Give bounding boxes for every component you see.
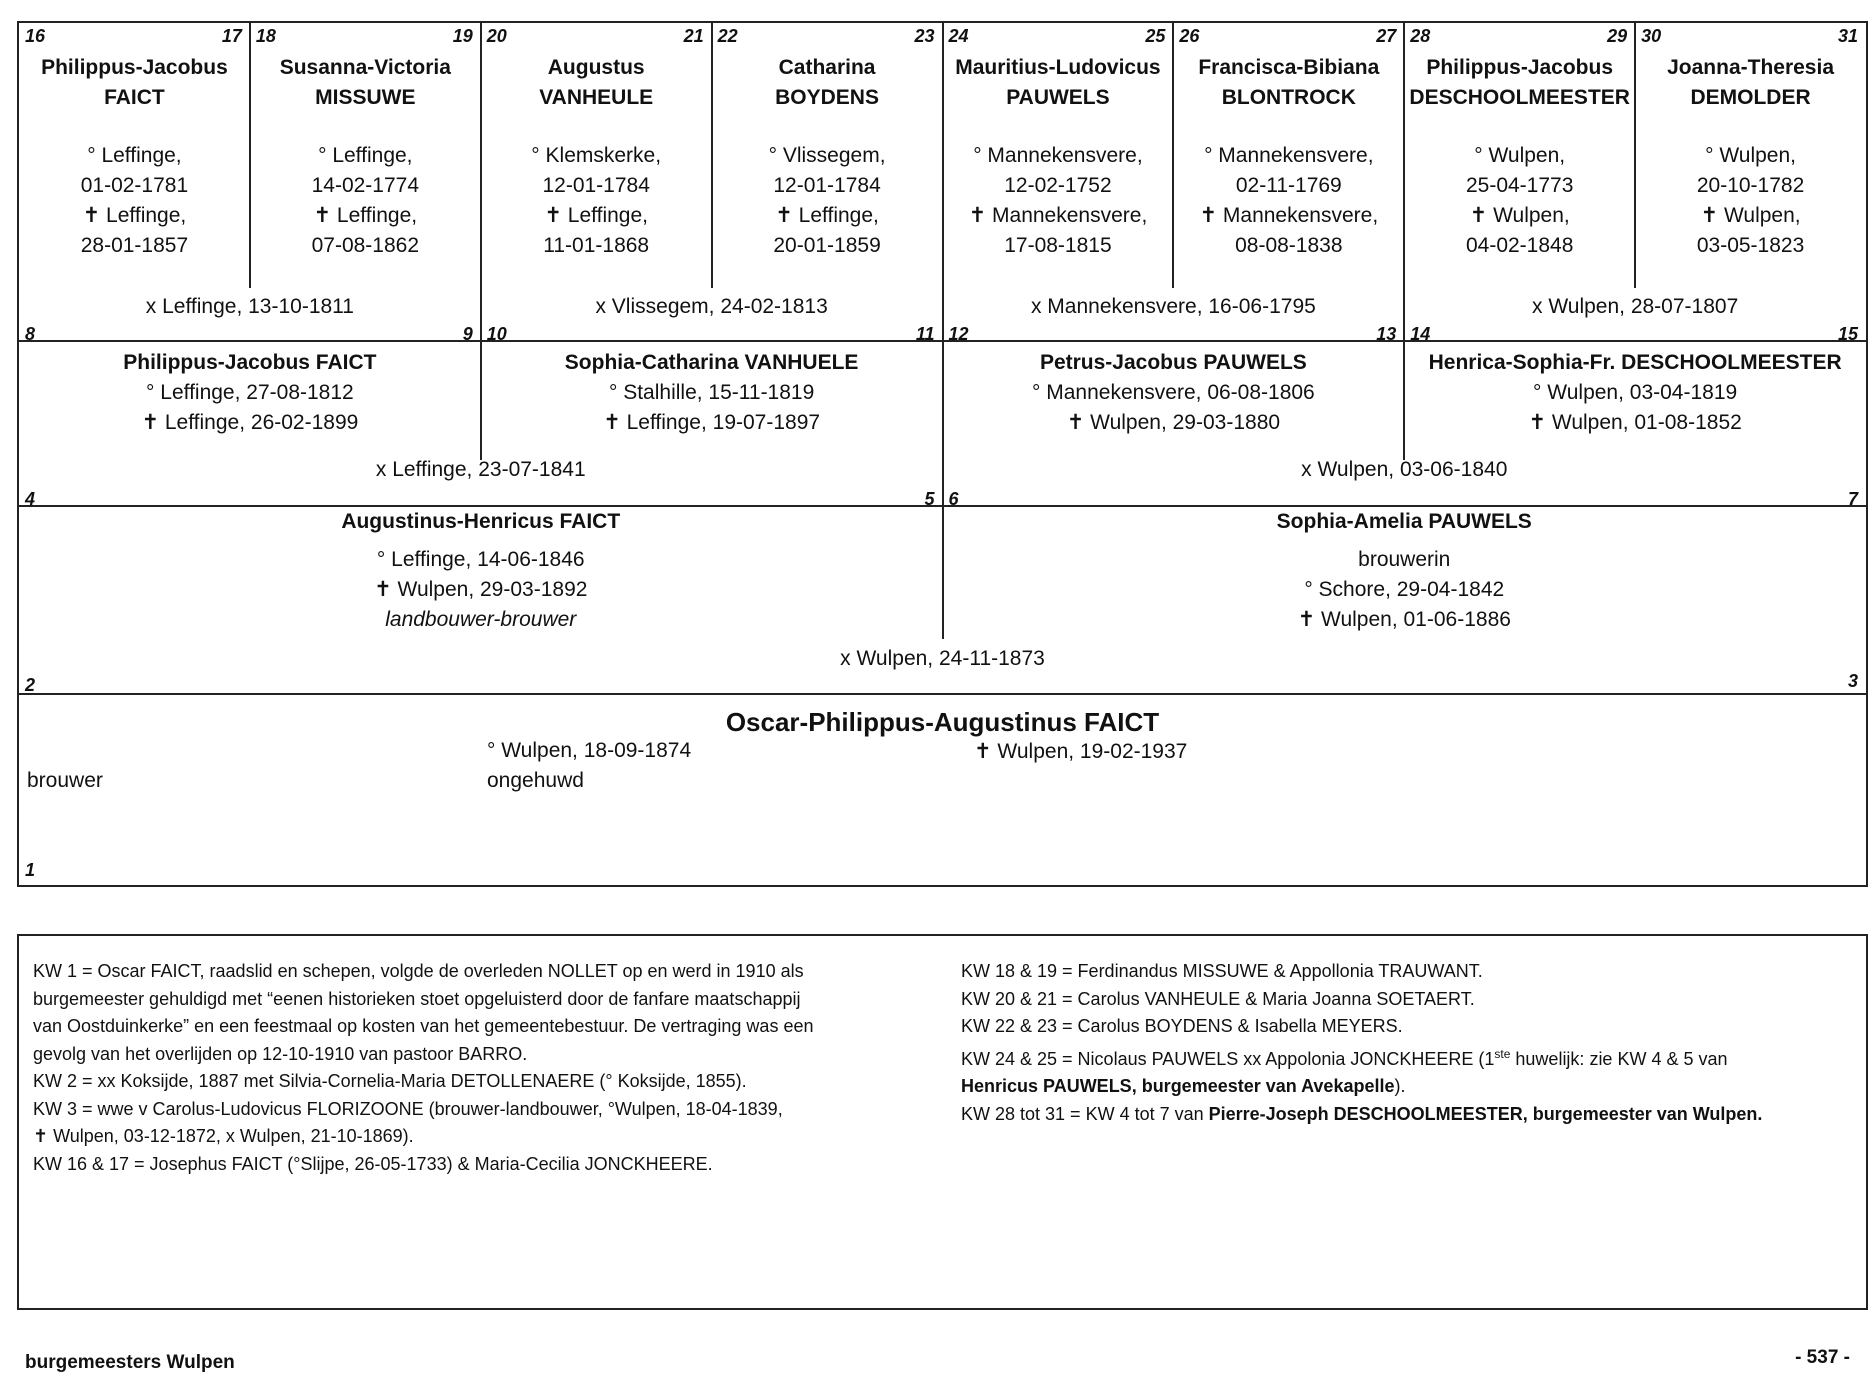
generation-3 <box>19 489 1866 695</box>
date-line: 20-10-1782 <box>1696 174 1805 197</box>
kw-number: 25 <box>1145 26 1166 46</box>
kw-number: 5 <box>924 489 935 509</box>
birth-line: ° Stalhille, 15-11-1819 <box>608 381 815 404</box>
marriage-line: x Wulpen, 24-11-1873 <box>840 647 1045 670</box>
date-line: ° Wulpen, <box>1705 144 1796 167</box>
kw-number: 1 <box>25 860 36 880</box>
note-line: gevolg van het overlijden op 12-10-1910 van pastoor BARRO. <box>33 1043 528 1064</box>
subject-name: Oscar-Philippus-Augustinus FAICT <box>725 707 1160 737</box>
kw-number: 9 <box>462 324 473 344</box>
ancestor-first-name: Mauritius-Ludovicus <box>955 56 1161 79</box>
subject-status: ongehuwd <box>487 769 584 792</box>
date-line: ✝ Leffinge, <box>544 204 648 227</box>
ancestor-surname: PAUWELS <box>1006 86 1110 109</box>
detail-line: brouwerin <box>1358 548 1451 571</box>
ancestor-surname: BLONTROCK <box>1221 86 1356 109</box>
kw-number: 11 <box>915 324 935 344</box>
subject-death: ✝ Wulpen, 19-02-1937 <box>974 740 1188 763</box>
kw-number: 17 <box>221 26 242 46</box>
ancestor-cell <box>943 23 1174 340</box>
kw-number: 22 <box>717 26 738 46</box>
date-line: 02-11-1769 <box>1235 174 1342 197</box>
death-line: ✝ Leffinge, 26-02-1899 <box>141 411 359 434</box>
note-line: KW 24 & 25 = Nicolaus PAUWELS xx Appolonia JONCKHEERE (1ste huwelijk: zie KW 4 & 5 van <box>961 1046 1728 1069</box>
ancestor-first-name: Joanna-Theresia <box>1667 56 1835 79</box>
ancestor-dates <box>1635 141 1866 261</box>
generation-1 <box>19 695 1866 885</box>
birth-line: ° Wulpen, 03-04-1819 <box>1533 381 1738 404</box>
ancestor-first-name: Catharina <box>778 56 876 79</box>
ancestor-dates <box>250 141 481 261</box>
date-line: 12-02-1752 <box>1004 174 1112 197</box>
kw-number: 24 <box>948 26 969 46</box>
date-line: ✝ Leffinge, <box>313 204 418 227</box>
ancestor-cell <box>712 23 943 340</box>
ancestor-first-name: Francisca-Bibiana <box>1198 56 1380 79</box>
ancestor-details <box>943 545 1867 635</box>
date-line: ✝ Mannekensvere, <box>968 204 1148 227</box>
kw-number: 14 <box>1410 324 1431 344</box>
note-line: burgemeester gehuldigd met “eenen historieken stoet opgeluisterd door de fanfare maatschappij <box>33 988 801 1009</box>
marriage-line: x Vlissegem, 24-02-1813 <box>595 295 828 318</box>
detail-line: ✝ Wulpen, 01-06-1886 <box>1297 608 1511 631</box>
page-number: - 537 - <box>1795 1347 1850 1368</box>
note-line: KW 22 & 23 = Carolus BOYDENS & Isabella MEYERS. <box>961 1016 1403 1036</box>
detail-line: ✝ Wulpen, 29-03-1892 <box>374 578 588 601</box>
ancestor-cell <box>481 23 712 340</box>
date-line: 07-08-1862 <box>311 234 420 257</box>
kw-number: 18 <box>255 26 276 46</box>
note-line: KW 28 tot 31 = KW 4 tot 7 van Pierre-Joseph DESCHOOLMEESTER, burgemeester van Wulpen. <box>961 1103 1763 1124</box>
ancestor-surname: MISSUWE <box>315 86 416 109</box>
ancestor-dates <box>481 141 712 261</box>
note-line: KW 16 & 17 = Josephus FAICT (°Slijpe, 26-05-1733) & Maria-Cecilia JONCKHEERE. <box>33 1153 713 1174</box>
ancestor-cell <box>250 23 481 340</box>
detail-line: landbouwer-brouwer <box>385 608 577 631</box>
date-line: ✝ Leffinge, <box>82 204 187 227</box>
ancestor-dates <box>1404 141 1635 261</box>
ancestor-dates <box>712 141 943 261</box>
subject-birth: ° Wulpen, 18-09-1874 <box>487 739 692 762</box>
ancestor-first-name: Philippus-Jacobus <box>41 56 228 79</box>
note-line: KW 20 & 21 = Carolus VANHEULE & Maria Joanna SOETAERT. <box>961 988 1475 1009</box>
marriage-line: x Leffinge, 13-10-1811 <box>145 295 354 318</box>
ancestor-dates <box>943 141 1174 261</box>
date-line: 12-01-1784 <box>542 174 650 197</box>
marriage-line: x Wulpen, 28-07-1807 <box>1532 295 1739 318</box>
kw-number: 28 <box>1410 26 1431 46</box>
date-line: 20-01-1859 <box>773 234 881 257</box>
date-line: ✝ Wulpen, <box>1469 204 1570 227</box>
note-line: KW 18 & 19 = Ferdinandus MISSUWE & Appollonia TRAUWANT. <box>961 961 1483 981</box>
notes-left-column <box>33 958 973 1178</box>
ancestor-name: Sophia-Amelia PAUWELS <box>1276 510 1532 533</box>
kw-number: 19 <box>452 26 473 46</box>
date-line: 03-05-1823 <box>1696 234 1805 257</box>
ancestor-details <box>19 545 943 635</box>
ancestor-dates <box>19 141 250 261</box>
kw-number: 12 <box>948 324 969 344</box>
footer-title: burgemeesters Wulpen <box>25 1352 235 1373</box>
death-line: ✝ Leffinge, 19-07-1897 <box>603 411 821 434</box>
note-line: Henricus PAUWELS, burgemeester van Avekapelle). <box>961 1076 1406 1096</box>
date-line: ° Mannekensvere, <box>1204 144 1374 167</box>
date-line: ° Mannekensvere, <box>973 144 1143 167</box>
date-line: ° Leffinge, <box>87 144 182 167</box>
marriage-line: x Leffinge, 23-07-1841 <box>375 458 586 481</box>
kw-number: 6 <box>948 489 959 509</box>
date-line: ✝ Wulpen, <box>1700 204 1801 227</box>
ancestor-cell <box>1173 23 1404 340</box>
subject-occupation: brouwer <box>27 769 103 792</box>
kw-number: 26 <box>1179 26 1200 46</box>
marriage-line: x Wulpen, 03-06-1840 <box>1301 458 1508 481</box>
birth-line: ° Mannekensvere, 06-08-1806 <box>1032 381 1315 404</box>
kw-number: 30 <box>1641 26 1662 46</box>
ancestor-first-name: Augustus <box>547 56 645 79</box>
ancestor-name: Petrus-Jacobus PAUWELS <box>1039 351 1307 374</box>
ancestor-cell <box>1635 23 1866 340</box>
detail-line: ° Leffinge, 14-06-1846 <box>376 548 585 571</box>
kw-number: 29 <box>1607 26 1628 46</box>
generation-4 <box>19 324 1866 507</box>
kw-number: 13 <box>1376 324 1397 344</box>
ancestor-name: Sophia-Catharina VANHUELE <box>564 351 859 374</box>
ancestor-surname: VANHEULE <box>539 86 654 109</box>
kw-number: 16 <box>25 26 46 46</box>
ancestor-name: Augustinus-Henricus FAICT <box>341 510 621 533</box>
kw-number: 4 <box>25 489 36 509</box>
marriage-line: x Mannekensvere, 16-06-1795 <box>1030 295 1316 318</box>
date-line: ✝ Mannekensvere, <box>1199 204 1379 227</box>
kw-number: 27 <box>1376 26 1397 46</box>
kw-number: 2 <box>25 675 36 695</box>
date-line: 04-02-1848 <box>1465 234 1574 257</box>
date-line: ° Vlissegem, <box>768 144 886 167</box>
date-line: 12-01-1784 <box>773 174 881 197</box>
ancestor-surname: DEMOLDER <box>1690 86 1811 109</box>
generation-5 <box>19 23 1866 342</box>
date-line: 11-01-1868 <box>543 234 650 257</box>
date-line: 17-08-1815 <box>1004 234 1112 257</box>
kw-number: 10 <box>486 324 507 344</box>
notes-box <box>17 934 1868 1310</box>
ancestor-cell <box>19 23 250 340</box>
kw-number: 7 <box>1847 489 1858 509</box>
ancestor-name: Henrica-Sophia-Fr. DESCHOOLMEESTER <box>1428 351 1842 374</box>
date-line: 01-02-1781 <box>80 174 189 197</box>
death-line: ✝ Wulpen, 01-08-1852 <box>1528 411 1742 434</box>
note-line: ✝ Wulpen, 03-12-1872, x Wulpen, 21-10-1869). <box>33 1126 414 1146</box>
date-line: ° Klemskerke, <box>531 144 662 167</box>
kw-number: 20 <box>486 26 507 46</box>
ancestor-surname: BOYDENS <box>775 86 879 109</box>
note-line: van Oostduinkerke” en een feestmaal op kosten van het gemeentebestuur. De vertraging was een <box>33 1016 814 1036</box>
ancestor-cell <box>1404 23 1635 340</box>
date-line: ° Leffinge, <box>318 144 413 167</box>
detail-line: ° Schore, 29-04-1842 <box>1304 578 1505 601</box>
ancestor-first-name: Philippus-Jacobus <box>1426 56 1614 79</box>
kw-number: 3 <box>1847 671 1858 691</box>
kw-number: 21 <box>683 26 704 46</box>
note-line: KW 3 = wwe v Carolus-Ludovicus FLORIZOONE (brouwer-landbouwer, °Wulpen, 18-04-1839, <box>33 1098 783 1119</box>
birth-line: ° Leffinge, 27-08-1812 <box>146 381 354 404</box>
ancestor-surname: FAICT <box>104 86 165 109</box>
date-line: ° Wulpen, <box>1474 144 1566 167</box>
ancestor-surname: DESCHOOLMEESTER <box>1409 86 1630 109</box>
ancestor-name: Philippus-Jacobus FAICT <box>123 351 377 374</box>
kw-number: 31 <box>1837 26 1858 46</box>
notes-right-column <box>961 958 1861 1128</box>
note-line: KW 1 = Oscar FAICT, raadslid en schepen, volgde de overleden NOLLET op en werd in 1910 als <box>33 961 804 981</box>
note-line: KW 2 = xx Koksijde, 1887 met Silvia-Cornelia-Maria DETOLLENAERE (° Koksijde, 1855). <box>33 1071 747 1091</box>
date-line: 28-01-1857 <box>80 234 189 257</box>
kw-number: 23 <box>914 26 935 46</box>
kw-number: 15 <box>1837 324 1858 344</box>
date-line: ✝ Leffinge, <box>775 204 879 227</box>
date-line: 25-04-1773 <box>1465 174 1574 197</box>
kw-number: 8 <box>25 324 36 344</box>
date-line: 14-02-1774 <box>311 174 420 197</box>
ancestor-dates <box>1173 141 1404 261</box>
death-line: ✝ Wulpen, 29-03-1880 <box>1066 411 1281 434</box>
ancestor-first-name: Susanna-Victoria <box>279 56 451 79</box>
date-line: 08-08-1838 <box>1235 234 1343 257</box>
pedigree-chart <box>17 21 1868 887</box>
